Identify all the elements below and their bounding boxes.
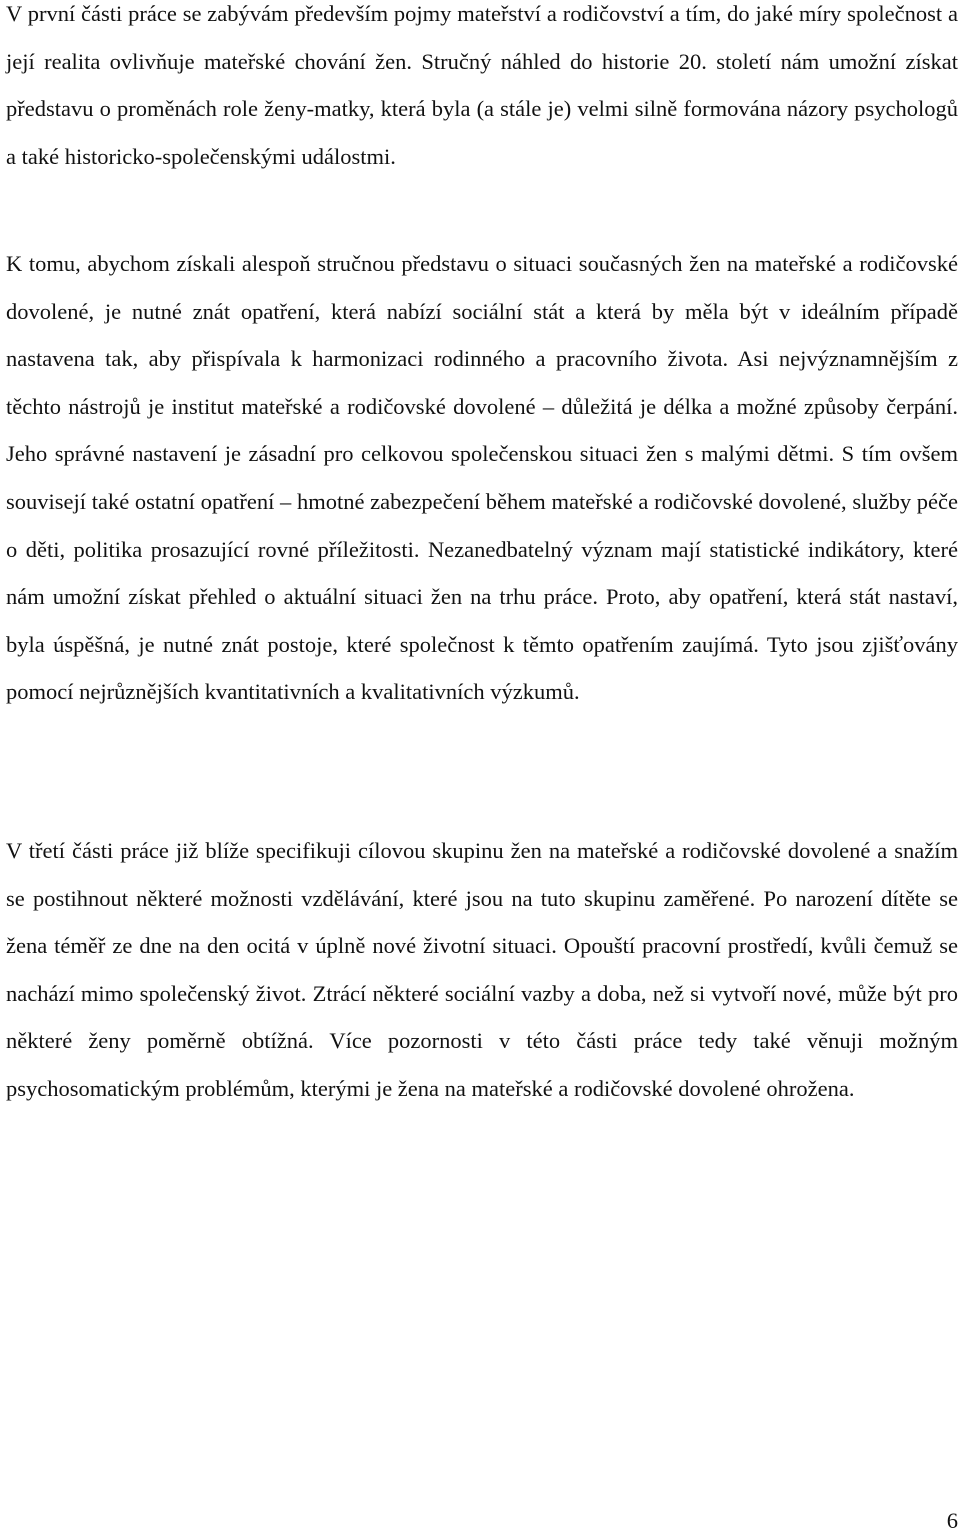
page-number: 6 xyxy=(946,1508,958,1533)
paragraph-3: V třetí části práce již blíže specifikuji cílovou skupinu žen na mateřské a rodičovské dovolené a snažím se postihnout některé možnosti vzdělávání, které jsou na tuto skupinu zaměřené. Po narození dítěte se žena téměř ze dne na den ocitá v úplně nové životní situaci. Opouští pracovní prostředí, kvůli čemuž se nachází mimo společenský život. Ztrácí některé sociální vazby a doba, než si vytvoří nové, může být pro některé ženy poměrně obtížná. Více pozornosti v této části práce tedy také věnuji možným psychosomatickým problémům, kterými je žena na mateřské a rodičovské dovolené ohrožena. xyxy=(6,838,958,1101)
paragraph-2: K tomu, abychom získali alespoň stručnou představu o situaci současných žen na mateřské a rodičovské dovolené, je nutné znát opatření, která nabízí sociální stát a která by měla být v ideálním případě nastavena tak, aby přispívala k harmonizaci rodinného a pracovního života. Asi nejvýznamnějším z těchto nástrojů je institut mateřské a rodičovské dovolené – důležitá je délka a možné způsoby čerpání. Jeho správné nastavení je zásadní pro celkovou společenskou situaci žen s malými dětmi. S tím ovšem souvisejí také ostatní opatření – hmotné zabezpečení během mateřské a rodičovské dovolené, služby péče o děti, politika prosazující rovné příležitosti. Nezanedbatelný význam mají statistické indikátory, které nám umožní získat přehled o aktuální situaci žen na trhu práce. Proto, aby opatření, která stát nastaví, byla úspěšná, je nutné znát postoje, které společnost k těmto opatřením zaujímá. Tyto jsou zjišťovány pomocí nejrůznějších kvantitativních a kvalitativních výzkumů. xyxy=(6,251,958,705)
paragraph-1: V první části práce se zabývám především pojmy mateřství a rodičovství a tím, do jaké míry společnost a její realita ovlivňuje mateřské chování žen. Stručný náhled do historie 20. století nám umožní získat představu o proměnách role ženy-matky, která byla (a stále je) velmi silně formována názory psychologů a také historicko-společenskými událostmi. xyxy=(6,1,958,169)
